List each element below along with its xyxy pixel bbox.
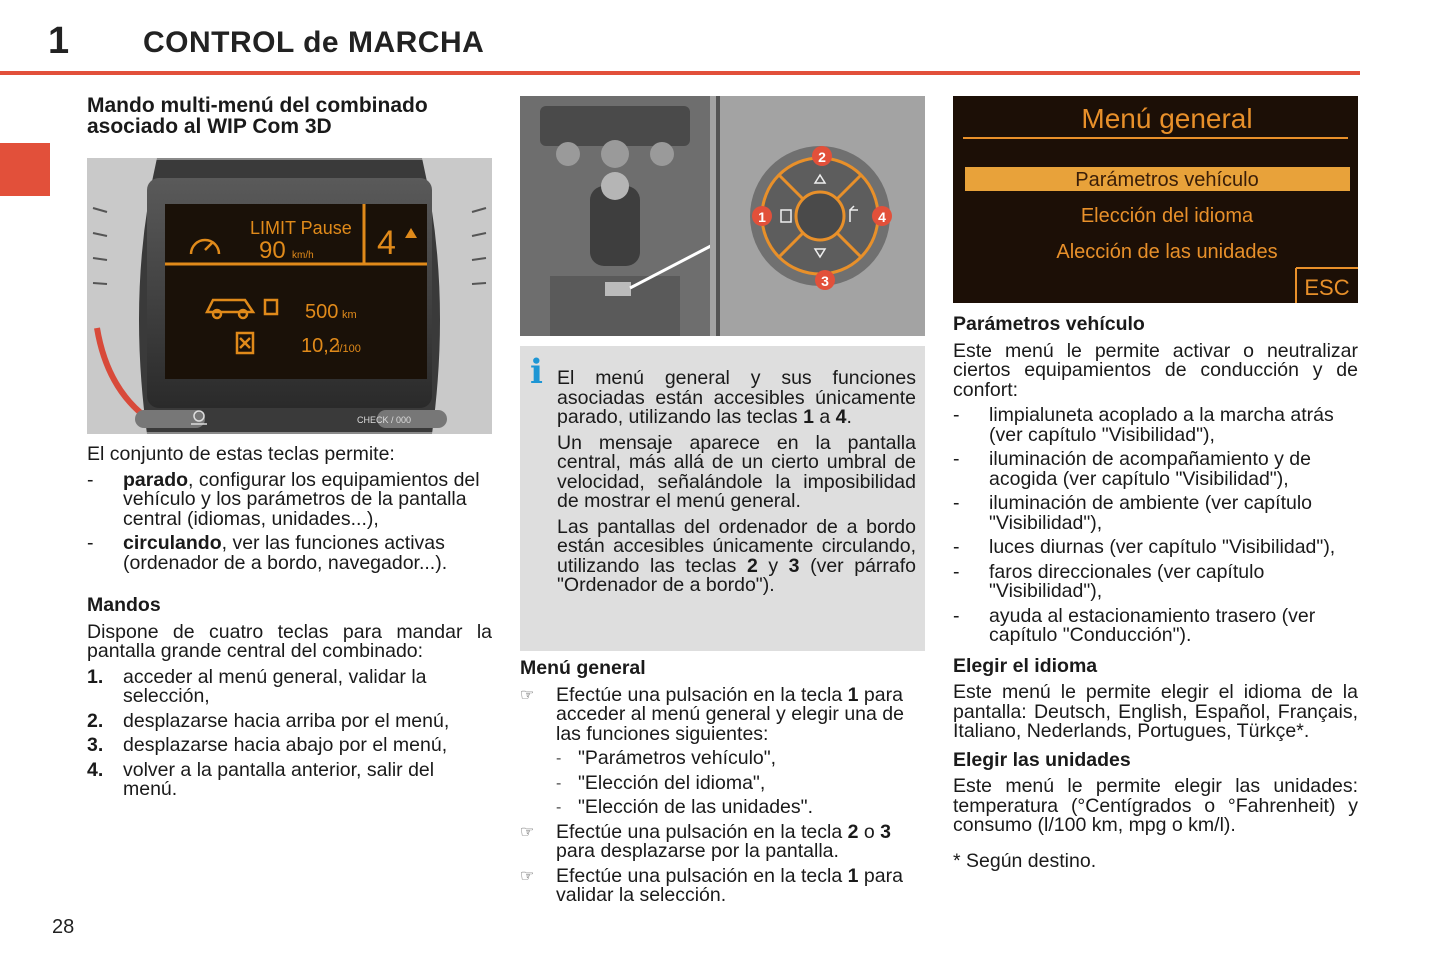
gear-value: 4 <box>377 224 396 262</box>
page-number: 28 <box>52 916 75 938</box>
steering-wheel-keypad-illustration <box>520 96 925 336</box>
consumption-value: 10,2 <box>301 335 340 357</box>
esc-label: ESC <box>1304 275 1350 300</box>
menu-screen-title: Menú general <box>1081 103 1253 134</box>
list-item: 4. volver a la pantalla anterior, salir del menú. <box>87 758 435 800</box>
options-list <box>556 749 925 818</box>
list-item: ☞ Efectúe una pulsación en la tecla 1 para acceder al menú general y elegir una de las funciones siguientes: - "Parámetros vehículo", - "Elección del idioma", - "Elección de las unidades". <box>520 686 925 818</box>
mandos-intro: Dispone de cuatro teclas para mandar la pantalla grande central del combinado: <box>87 620 492 662</box>
info-icon: i <box>530 352 543 392</box>
list-item: - faros direccionales (ver capítulo "Visibilidad"), <box>953 560 1265 602</box>
left-heading: Mando multi-menú del combinado asociado al WIP Com 3D <box>87 94 428 138</box>
info-paragraph: Las pantallas del ordenador de a bordo están accesibles únicamente circulando, utilizando las teclas 2 y 3 (ver párrafo "Ordenador de a bordo"). <box>557 515 917 596</box>
states-intro: El conjunto de estas teclas permite: <box>87 443 395 465</box>
lang-text: Este menú le permite elegir el idioma de la pantalla: Deutsch, English, Español, Français, Italiano, Nederlands, Portugues, Türkçe*. <box>953 681 1358 742</box>
check-label: CHECK / 000 <box>357 415 412 425</box>
left-body <box>87 445 492 800</box>
menu-screen-figure <box>953 96 1358 303</box>
list-item: - circulando, ver las funciones activas (ordenador de a bordo, navegador...). <box>87 532 448 574</box>
speed-value: 90 <box>259 237 286 264</box>
menu-item-parametros: Parámetros vehículo <box>1075 169 1259 191</box>
limit-pause-label: LIMIT Pause <box>250 218 352 238</box>
range-unit: km <box>342 309 357 321</box>
range-value: 500 <box>305 301 339 323</box>
list-item: - "Elección del idioma", <box>556 771 766 794</box>
key-3-label: 3 <box>821 273 829 289</box>
instrument-cluster-illustration <box>87 158 492 434</box>
list-item: 3. desplazarse hacia abajo por el menú, <box>87 734 448 756</box>
units-text: Este menú le permite elegir las unidades: temperatura (°Centígrados o °Fahrenheit) y consumo (l/100 km, mpg o km/l). <box>953 775 1358 836</box>
chapter-number: 1 <box>48 20 70 62</box>
mandos-heading: Mandos <box>87 594 161 616</box>
list-item: ☞ Efectúe una pulsación en la tecla 2 o 3 para desplazarse por la pantalla. <box>520 820 892 862</box>
list-item: - iluminación de ambiente (ver capítulo "Visibilidad"), <box>953 492 1313 534</box>
steering-pad-figure <box>520 96 925 336</box>
param-intro: Este menú le permite activar o neutralizar ciertos equipamientos de conducción y de confort: <box>953 339 1358 401</box>
list-item: 2. desplazarse hacia arriba por el menú, <box>87 709 450 732</box>
consumption-unit: l/100 <box>337 343 361 355</box>
title-rule <box>0 71 1360 75</box>
general-menu-screen <box>953 96 1358 303</box>
list-item: - "Elección de las unidades". <box>556 796 813 818</box>
menu-item-idioma: Elección del idioma <box>1080 205 1254 227</box>
pointing-hand-icon: ☞ <box>520 867 535 885</box>
list-item: - limpialuneta acoplado a la marcha atrás (ver capítulo "Visibilidad"), <box>953 404 1334 446</box>
list-item: 1. acceder al menú general, validar la selección, <box>87 665 427 707</box>
param-heading: Parámetros vehículo <box>953 313 1145 335</box>
chapter-side-tab <box>0 143 50 196</box>
pointing-hand-icon: ☞ <box>520 823 535 841</box>
speed-unit: km/h <box>292 250 314 261</box>
info-paragraph: Un mensaje aparece en la pantalla central, más allá de un cierto umbral de velocidad, señalándole la imposibilidad de mostrar el menú general. <box>557 431 916 512</box>
states-list <box>87 468 492 574</box>
steps-list <box>520 683 925 906</box>
list-item: - parado, configurar los equipamientos del vehículo y los parámetros de la pantalla central (idiomas, unidades...), <box>87 468 480 530</box>
info-paragraph: El menú general y sus funciones asociadas están accesibles únicamente parado, utilizando las teclas 1 a 4. <box>557 367 916 428</box>
info-text <box>557 369 916 596</box>
menu-general-section <box>520 659 925 906</box>
page-title: CONTROL de MARCHA <box>143 26 485 59</box>
key-2-label: 2 <box>818 149 826 165</box>
units-heading: Elegir las unidades <box>953 748 1131 771</box>
menu-general-heading: Menú general <box>520 657 646 679</box>
cluster-display-figure <box>87 158 492 434</box>
lang-heading: Elegir el idioma <box>953 654 1098 677</box>
key-1-label: 1 <box>758 209 766 225</box>
list-item: - luces diurnas (ver capítulo "Visibilidad"), <box>953 536 1336 558</box>
right-body <box>953 315 1358 871</box>
list-item: - "Parámetros vehículo", <box>556 747 777 769</box>
list-item: ☞ Efectúe una pulsación en la tecla 1 para validar la selección. <box>520 864 903 906</box>
key-4-label: 4 <box>878 209 886 225</box>
footnote: * Según destino. <box>953 849 1097 872</box>
pointing-hand-icon: ☞ <box>520 686 535 704</box>
param-list <box>953 406 1358 646</box>
keys-list <box>87 665 492 800</box>
list-item: - ayuda al estacionamiento trasero (ver capítulo "Conducción"). <box>953 604 1316 646</box>
list-item: - iluminación de acompañamiento y de acogida (ver capítulo "Visibilidad"), <box>953 448 1311 490</box>
menu-item-unidades: Alección de las unidades <box>1056 241 1278 263</box>
